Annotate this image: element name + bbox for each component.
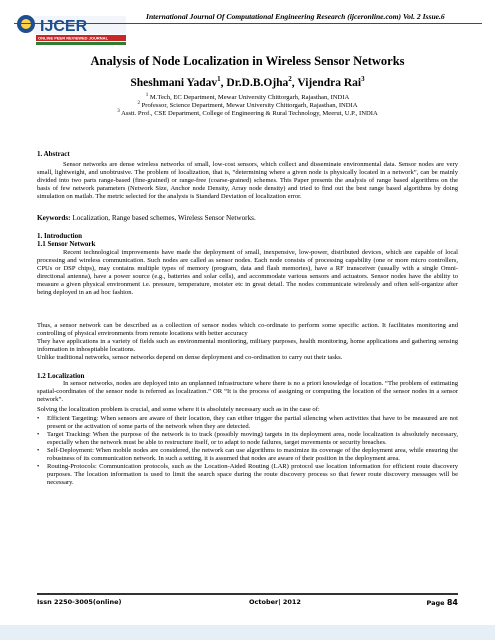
logo-tagline: ONLINE PEER REVIEWED JOURNAL: [38, 35, 109, 41]
intro-heading: 1. Introduction: [37, 232, 82, 240]
affiliation: [0, 101, 495, 109]
affiliation-sup: 1: [145, 93, 149, 98]
section-1-2-heading: 1.2 Localization: [37, 372, 85, 380]
list-item-text: Target Tracking: When the purpose of the network is to track (possibly moving) targets in its deployment area, node localization is absolutely necessary, especially when the network must be able to restructure itself, or to adapt to node failures, target movements or security breaches.: [47, 431, 458, 447]
author-name: Vijendra Rai: [297, 76, 362, 89]
page-number: 84: [446, 598, 458, 607]
footer-page: [427, 598, 458, 607]
bullet-icon: •: [37, 415, 40, 422]
list-item: [37, 431, 458, 447]
author-line: [0, 75, 495, 89]
keywords-label: Keywords:: [37, 214, 71, 222]
author-sup: 2: [288, 75, 292, 83]
paragraph: Recent technological improvements have made the deployment of small, inexpensive, low-power, distributed devices, which are capable of local processing and wireless communication. Such nodes are called as sensor nodes. Each node consists of processing capability (one or more micro controllers, CPUs or DSP chips), may contains multiple types of memory (program, data and flash memories), have a RF transceiver (usually with a single Omni- directional antenna), have a power source (e.g., batteries and solar cells), and accommodate various sensors and actuators. Sensor nodes have the ability to measure a given physical environment i.e. pressure, temperature, moister etc in great detail. The nodes communicate wirelessly and often self-organize after being deployed in an ad hoc fashion.: [37, 249, 458, 297]
bullet-icon: •: [37, 463, 40, 471]
paragraph: Thus, a sensor network can be described as a collection of sensor nodes which co-ordinate to perform some specific action. It facilitates monitoring and controlling of physical environments from remote locations with better accuracy: [37, 322, 458, 338]
bullet-icon: •: [37, 447, 40, 455]
bullet-list: [37, 415, 458, 487]
list-item: [37, 415, 458, 431]
author-name: Dr.D.B.Ojha: [226, 76, 289, 89]
page-label: Page: [426, 599, 447, 607]
footer-issn: Issn 2250-3005(online): [37, 598, 122, 606]
paper-title: Analysis of Node Localization in Wireless Sensor Networks: [90, 54, 405, 68]
abstract-heading: 1. Abstract: [37, 150, 70, 158]
journal-logo: [14, 10, 132, 50]
bullet-icon: •: [37, 431, 40, 439]
paragraph: Unlike traditional networks, sensor networks depend on dense deployment and co-ordination to carry out their tasks.: [37, 354, 343, 361]
affiliation-sup: 2: [137, 101, 140, 106]
author-sup: 1: [217, 75, 221, 83]
footer-date: October| 2012: [249, 598, 301, 606]
affiliation: [0, 93, 495, 101]
ijcer-logo-graphic: [14, 10, 132, 50]
list-item-text: Efficient Targeting: When sensors are aware of their location, they can either trigger the partial silencing when activities that have to be measured are not present or the activation of some parts of the network when they are detected.: [47, 415, 458, 431]
paragraph: They have applications in a variety of fields such as environmental monitoring, military purposes, health monitoring, home applications and gathering sensing information in inhospitable locations.: [37, 338, 458, 354]
affiliation: [0, 109, 495, 117]
affiliation-sup: 3: [117, 109, 120, 114]
header-rule: [14, 23, 482, 24]
logo-wordmark: IJCER: [40, 18, 88, 35]
paragraph: Solving the localization problem is crucial, and some where it is absolutely necessary such as in the case of:: [37, 406, 320, 413]
affiliation-text: M.Tech, EC Department, Mewar University Chittorgarh, Rajasthan, INDIA: [149, 94, 350, 102]
author-separator: ,: [220, 76, 227, 89]
keywords-text: Localization, Range based schemes, Wireless Sensor Networks.: [70, 214, 256, 222]
list-item-text: Routing-Protocols: Communication protocols, such as the Location-Aided Routing (LAR) protocol use location information for efficient route discovery purposes. The location information is used to limit the search space during the route discovery process so that fewer route discovery messages will be necessary.: [47, 463, 458, 487]
section-1-1-heading: 1.1 Sensor Network: [37, 240, 96, 248]
viewer-bottom-band: [0, 625, 495, 640]
author-separator: ,: [291, 76, 298, 89]
author-sup: 3: [361, 75, 365, 83]
list-item: [37, 447, 458, 463]
affiliation-text: Asstt. Prof., CSE Department, College of Engineering & Rural Technology, Meerut, U.P., INDIA: [121, 110, 378, 118]
footer-rule: [37, 593, 458, 595]
list-item-text: Self-Deployment: When mobile nodes are considered, the network can use algorithms to maximize its coverage of the deployment area, while ensuring the robustness of its communication network. In such a setting, it is assumed that nodes are aware of their position in the deployment area.: [47, 447, 458, 463]
paragraph: In sensor networks, nodes are deployed into an unplanned infrastructure where there is no a priori knowledge of location. “The problem of estimating spatial-coordinates of the sensor node is referred as localization.” OR “It is the process of assigning or computing the location of the sensor nodes in a sensor network”.: [37, 380, 458, 404]
affiliation-text: Professor, Science Department, Mewar University Chittorgarh, Rajasthan, INDIA: [141, 102, 358, 110]
author-name: Sheshmani Yadav: [130, 76, 218, 89]
keywords: [37, 214, 458, 222]
list-item: [37, 463, 458, 487]
journal-header: International Journal Of Computational Engineering Research (ijceronline.com) Vol. 2 Issue.6: [146, 12, 445, 21]
abstract-text: Sensor networks are dense wireless networks of small, low-cost sensors, which collect and disseminate environmental data. Sensor nodes are very small, lightweight, and unobtrusive. The problem of localization, that is, “determining where a given node is physically located in a network”, can be mainly divided into two parts range-based (fine-grained) or range-free (coarse-grained) schemes. This Paper presents the analysis of range based algorithms on the basis of few network parameters (Network Size, Anchor node Density, Array node density) and tried to find out the best range based algorithms by doing simulation on matlab. The metric selected for the analysis is Standard Deviation of localization error.: [37, 161, 458, 201]
